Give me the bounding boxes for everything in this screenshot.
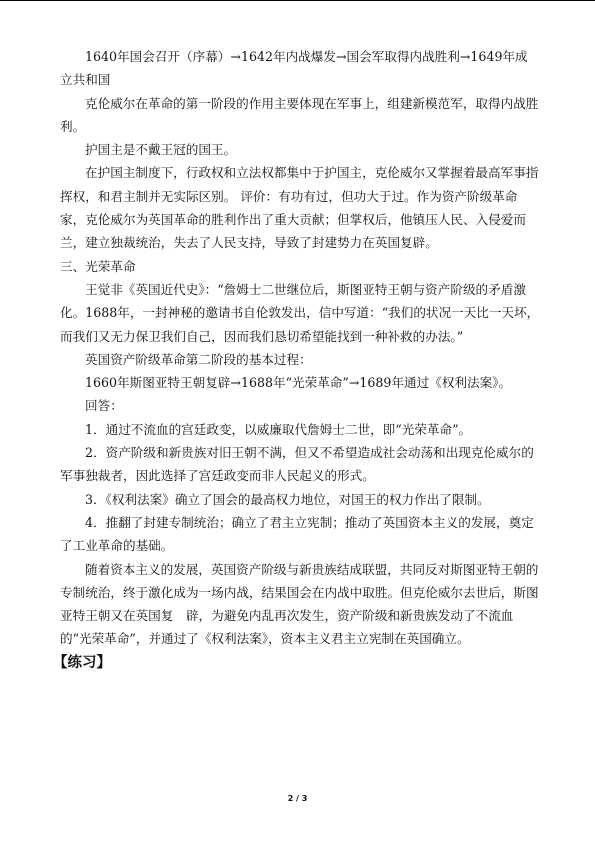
paragraph: 护国主是不戴王冠的国王。 [85,142,237,158]
section-heading: 【练习】 [53,654,111,671]
paragraph: 2．资产阶级和新贵族对旧王朝不满，但又不希望造成社会动荡和出现克伦威尔的军事独裁者，因此选择了宫廷政变而非人民起义的形式。 [60,445,534,484]
paragraph: 1660年斯图亚特王朝复辟→1688年“光荣革命”→1689年通过《权利法案》。 [85,375,512,391]
document-body [53,45,540,675]
paragraph: 回答： [85,398,123,414]
paragraph: 随着资本主义的发展，英国资产阶级与新贵族结成联盟，共同反对斯图亚特王朝的专制统治，终于激化成为一场内战，结果国会在内战中取胜。但克伦威尔去世后，斯图亚特王朝又在英国复 辟，为避免内乱再次发生，资产阶级和新贵族发动了不流血的“光荣革命”，并通过了《权利法案》，资本主义君主立宪制在英国确立。 [60,561,539,647]
paragraph: 王觉非《英国近代史》：“詹姆士二世继位后，斯图亚特王朝与资产阶级的矛盾激化。1688年，一封神秘的邀请书自伦敦发出，信中写道：“我们的状况一天比一天坏，而我们又无力保卫我们自己，因而我们恳切希望能找到一种补救的办法。” [60,281,540,344]
paragraph: 三、光荣革命 [60,258,136,274]
paragraph: 在护国主制度下，行政权和立法权都集中于护国主，克伦威尔又掌握着最高军事指挥权，和君主制并无实际区别。 评价：有功有过，但功大于过。作为资产阶级革命家，克伦威尔为英国革命的胜利作出了重大贡献；但掌权后，他镇压人民、入侵爱而兰，建立独裁统治，失去了人民支持，导致了封建势力在英国复辟。 [60,165,539,251]
paragraph: 英国资产阶级革命第二阶段的基本过程： [85,351,312,367]
page-number: 2 / 3 [287,794,308,803]
paragraph: 1．通过不流血的宫廷政变，以威廉取代詹姆士二世，即“光荣革命”。 [85,421,472,437]
paragraph: 克伦威尔在革命的第一阶段的作用主要体现在军事上，组建新模范军，取得内战胜利。 [60,95,539,134]
paragraph: 4．推翻了封建专制统治；确立了君主立宪制；推动了英国资本主义的发展，奠定了工业革命的基础。 [60,514,534,554]
paragraph: 3．《权利法案》确立了国会的最高权力地位，对国王的权力作出了限制。 [85,491,490,507]
paragraph: 1640年国会召开（序幕）→1642年内战爆发→国会军取得内战胜利→1649年成立共和国 [60,49,528,88]
